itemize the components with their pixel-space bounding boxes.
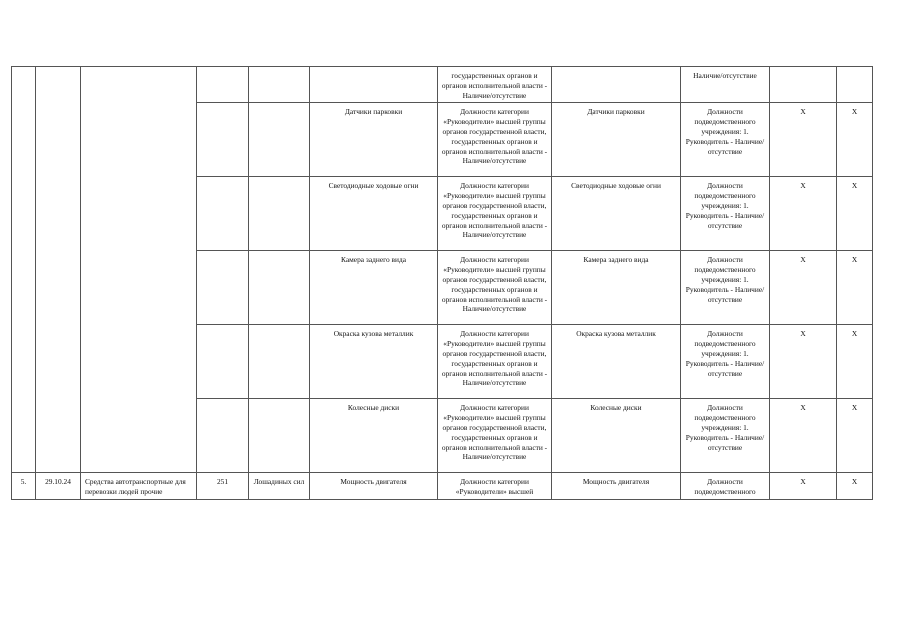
table-row: [12, 67, 873, 103]
cell-subordinate: Должности подведомственного: [681, 473, 770, 500]
cell-subordinate: Должности подведомственного учреждения: 1. Руководитель - Наличие/отсутствие: [681, 103, 770, 177]
cell-characteristic2: Колесные диски: [552, 399, 681, 473]
table-row: [12, 473, 873, 500]
cell-mark2: Х: [837, 399, 873, 473]
cell-mark1: Х: [770, 473, 837, 500]
cell-characteristic: Мощность двигателя: [310, 473, 438, 500]
cell-mark2: Х: [837, 473, 873, 500]
cell-characteristic: Светодиодные ходовые огни: [310, 177, 438, 251]
cell-characteristic2-empty: [552, 67, 681, 103]
cell-name: Средства автотранспортные для перевозки людей прочие: [81, 473, 197, 500]
cell-unit-name: Лошадиных сил: [249, 473, 310, 500]
cell-unit-name-empty: [249, 67, 310, 103]
cell-number-empty: [12, 67, 36, 473]
cell-characteristic2: Мощность двигателя: [552, 473, 681, 500]
cell-characteristic2: Датчики парковки: [552, 103, 681, 177]
cell-characteristic: Датчики парковки: [310, 103, 438, 177]
cell-characteristic: Окраска кузова металлик: [310, 325, 438, 399]
cell-subordinate: Должности подведомственного учреждения: 1. Руководитель - Наличие/отсутствие: [681, 325, 770, 399]
cell-mark2: Х: [837, 251, 873, 325]
cell-mark1: Х: [770, 399, 837, 473]
cell-requirement: Должности категории «Руководители» высшей группы органов государственной власти, государственных органов и органов исполнительной власти - Наличие/отсутствие: [438, 251, 552, 325]
cell-requirement: Должности категории «Руководители» высшей: [438, 473, 552, 500]
cell-mark1-empty: [770, 67, 837, 103]
cell-code: 29.10.24: [36, 473, 81, 500]
cell-characteristic2: Камера заднего вида: [552, 251, 681, 325]
cell-requirement: Должности категории «Руководители» высшей группы органов государственной власти, государственных органов и органов исполнительной власти - Наличие/отсутствие: [438, 399, 552, 473]
cell-subordinate: Должности подведомственного учреждения: 1. Руководитель - Наличие/отсутствие: [681, 251, 770, 325]
cell-unit-code: 251: [197, 473, 249, 500]
cell-characteristic2: Окраска кузова металлик: [552, 325, 681, 399]
cell-mark1: Х: [770, 103, 837, 177]
cell-characteristic: Колесные диски: [310, 399, 438, 473]
cell-mark1: Х: [770, 251, 837, 325]
cell-characteristic: Камера заднего вида: [310, 251, 438, 325]
cell-requirement: государственных органов и органов исполнительной власти - Наличие/отсутствие: [438, 67, 552, 103]
cell-subordinate: Должности подведомственного учреждения: 1. Руководитель - Наличие/отсутствие: [681, 399, 770, 473]
cell-mark2: Х: [837, 103, 873, 177]
cell-name-empty: [81, 67, 197, 473]
cell-requirement: Должности категории «Руководители» высшей группы органов государственной власти, государственных органов и органов исполнительной власти - Наличие/отсутствие: [438, 325, 552, 399]
cell-mark2: Х: [837, 325, 873, 399]
cell-number: 5.: [12, 473, 36, 500]
cell-code-empty: [36, 67, 81, 473]
requirements-table: [11, 66, 873, 500]
cell-subordinate: Наличие/отсутствие: [681, 67, 770, 103]
cell-requirement: Должности категории «Руководители» высшей группы органов государственной власти, государственных органов и органов исполнительной власти - Наличие/отсутствие: [438, 103, 552, 177]
cell-mark2: Х: [837, 177, 873, 251]
cell-mark2-empty: [837, 67, 873, 103]
cell-mark1: Х: [770, 177, 837, 251]
cell-subordinate: Должности подведомственного учреждения: 1. Руководитель - Наличие/отсутствие: [681, 177, 770, 251]
cell-unit-code-empty: [197, 67, 249, 103]
cell-characteristic-empty: [310, 67, 438, 103]
cell-requirement: Должности категории «Руководители» высшей группы органов государственной власти, государственных органов и органов исполнительной власти - Наличие/отсутствие: [438, 177, 552, 251]
cell-mark1: Х: [770, 325, 837, 399]
cell-characteristic2: Светодиодные ходовые огни: [552, 177, 681, 251]
